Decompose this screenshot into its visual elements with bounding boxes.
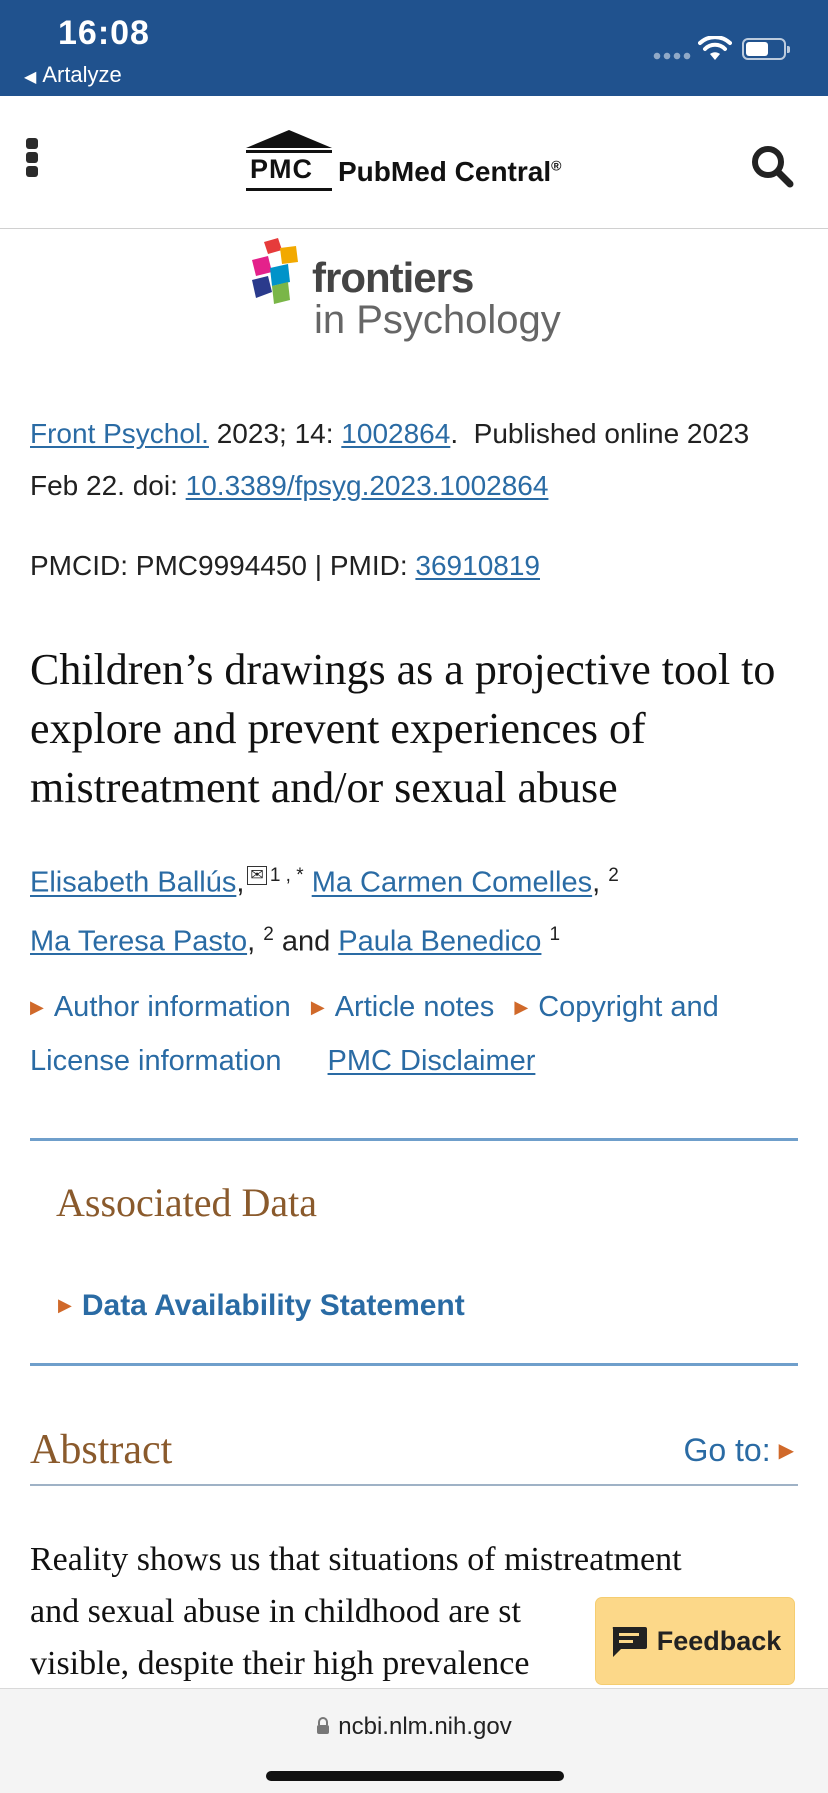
author-link[interactable]: Ma Teresa Pasto [30, 925, 248, 958]
author-affiliation: 2 [608, 865, 619, 886]
citation-published: . Published online 2023 Feb 22. doi: [30, 418, 757, 501]
author-link[interactable]: Ma Carmen Comelles [311, 866, 593, 899]
abstract-heading: Abstract [30, 1427, 173, 1473]
frontiers-cubes-icon [250, 238, 310, 308]
chat-bubble-icon [609, 1623, 649, 1659]
author-affiliation: 1 [549, 923, 561, 945]
pmcid-label: PMCID: PMC9994450 | PMID: [30, 550, 416, 581]
journal-logo-line1: frontiers [312, 254, 474, 301]
menu-dot-icon [26, 152, 38, 163]
expand-triangle-icon: ▶ [30, 997, 44, 1017]
back-to-app-button[interactable] [24, 62, 122, 88]
home-indicator[interactable] [266, 1771, 564, 1781]
pmc-disclaimer-link[interactable]: PMC Disclaimer [327, 1045, 536, 1077]
pmc-logo[interactable] [246, 124, 561, 194]
url-domain: ncbi.nlm.nih.gov [338, 1713, 512, 1740]
abstract-line: visible, despite their high prevalence [30, 1645, 530, 1682]
journal-link[interactable]: Front Psychol. [30, 418, 209, 449]
menu-button[interactable] [26, 138, 42, 178]
url-display[interactable] [0, 1713, 828, 1741]
wifi-icon [698, 36, 732, 62]
lock-icon [316, 1717, 330, 1735]
back-arrow-icon: ◀ [24, 69, 37, 86]
logo-name: PubMed Central [338, 156, 552, 187]
feedback-button[interactable] [596, 1598, 794, 1684]
status-time: 16:08 [58, 14, 150, 52]
citation [30, 408, 800, 512]
battery-icon [742, 38, 786, 60]
expand-triangle-icon: ▶ [514, 997, 529, 1017]
back-app-label: Artalyze [42, 62, 122, 87]
journal-logo [250, 238, 590, 348]
author-affiliation: 2 [263, 923, 274, 945]
registered-mark: ® [551, 157, 562, 174]
pmid-link[interactable]: 36910819 [415, 550, 540, 581]
associated-data-section [30, 1138, 798, 1366]
menu-dot-icon [26, 166, 38, 177]
goto-triangle-icon: ▶ [778, 1440, 794, 1462]
author-link[interactable]: Paula Benedico [338, 925, 542, 958]
expand-triangle-icon: ▶ [58, 1295, 72, 1315]
abstract-header [30, 1422, 798, 1486]
expand-triangle-icon: ▶ [310, 997, 325, 1017]
menu-dot-icon [26, 138, 38, 149]
doi-link[interactable]: 10.3389/fpsyg.2023.1002864 [185, 470, 549, 501]
pmc-building-icon: PMC [246, 130, 332, 194]
data-availability-toggle[interactable]: ▶ Data Availability Statement [58, 1289, 465, 1322]
abstract-line: and sexual abuse in childhood are st [30, 1593, 521, 1630]
abstract-line: Reality shows us that situations of mistreatment [30, 1541, 682, 1578]
corresponding-author-icon: ✉ [247, 866, 266, 885]
author-affiliation: 1 , * [269, 865, 304, 886]
associated-data-heading: Associated Data [56, 1180, 318, 1225]
article-id-link[interactable]: 1002864 [341, 418, 451, 449]
author-information-toggle[interactable]: ▶ Author information [30, 991, 291, 1023]
copyright-toggle[interactable]: ▶ Copyright and License information [30, 991, 719, 1077]
author-connector: and [273, 925, 339, 958]
feedback-label: Feedback [656, 1625, 782, 1656]
article-info-links [30, 980, 810, 1088]
author-link[interactable]: Elisabeth Ballús [30, 866, 237, 899]
cellular-signal-icon [652, 52, 692, 60]
article-ids [30, 540, 800, 592]
author-list: Elisabeth Ballús, ✉ $^{1 , *}$ Ma Carmen Comelles, $^2$ Ma Teresa Pasto, $^2$ and Paula Benedico $^1$ [30, 865, 619, 958]
search-icon[interactable] [750, 144, 794, 188]
journal-logo-line2: in Psychology [314, 298, 561, 342]
site-header [0, 96, 828, 229]
status-bar [0, 0, 828, 96]
article-title: Children’s drawings as a projective tool to explore and prevent experiences of mistreatment and/or sexual abuse [30, 645, 776, 812]
browser-url-bar[interactable] [0, 1688, 828, 1793]
article-notes-toggle[interactable]: ▶ Article notes [310, 991, 495, 1023]
goto-menu-button[interactable]: Go to: ▶ [683, 1432, 794, 1468]
citation-year-volume: 2023; 14: [208, 418, 342, 449]
